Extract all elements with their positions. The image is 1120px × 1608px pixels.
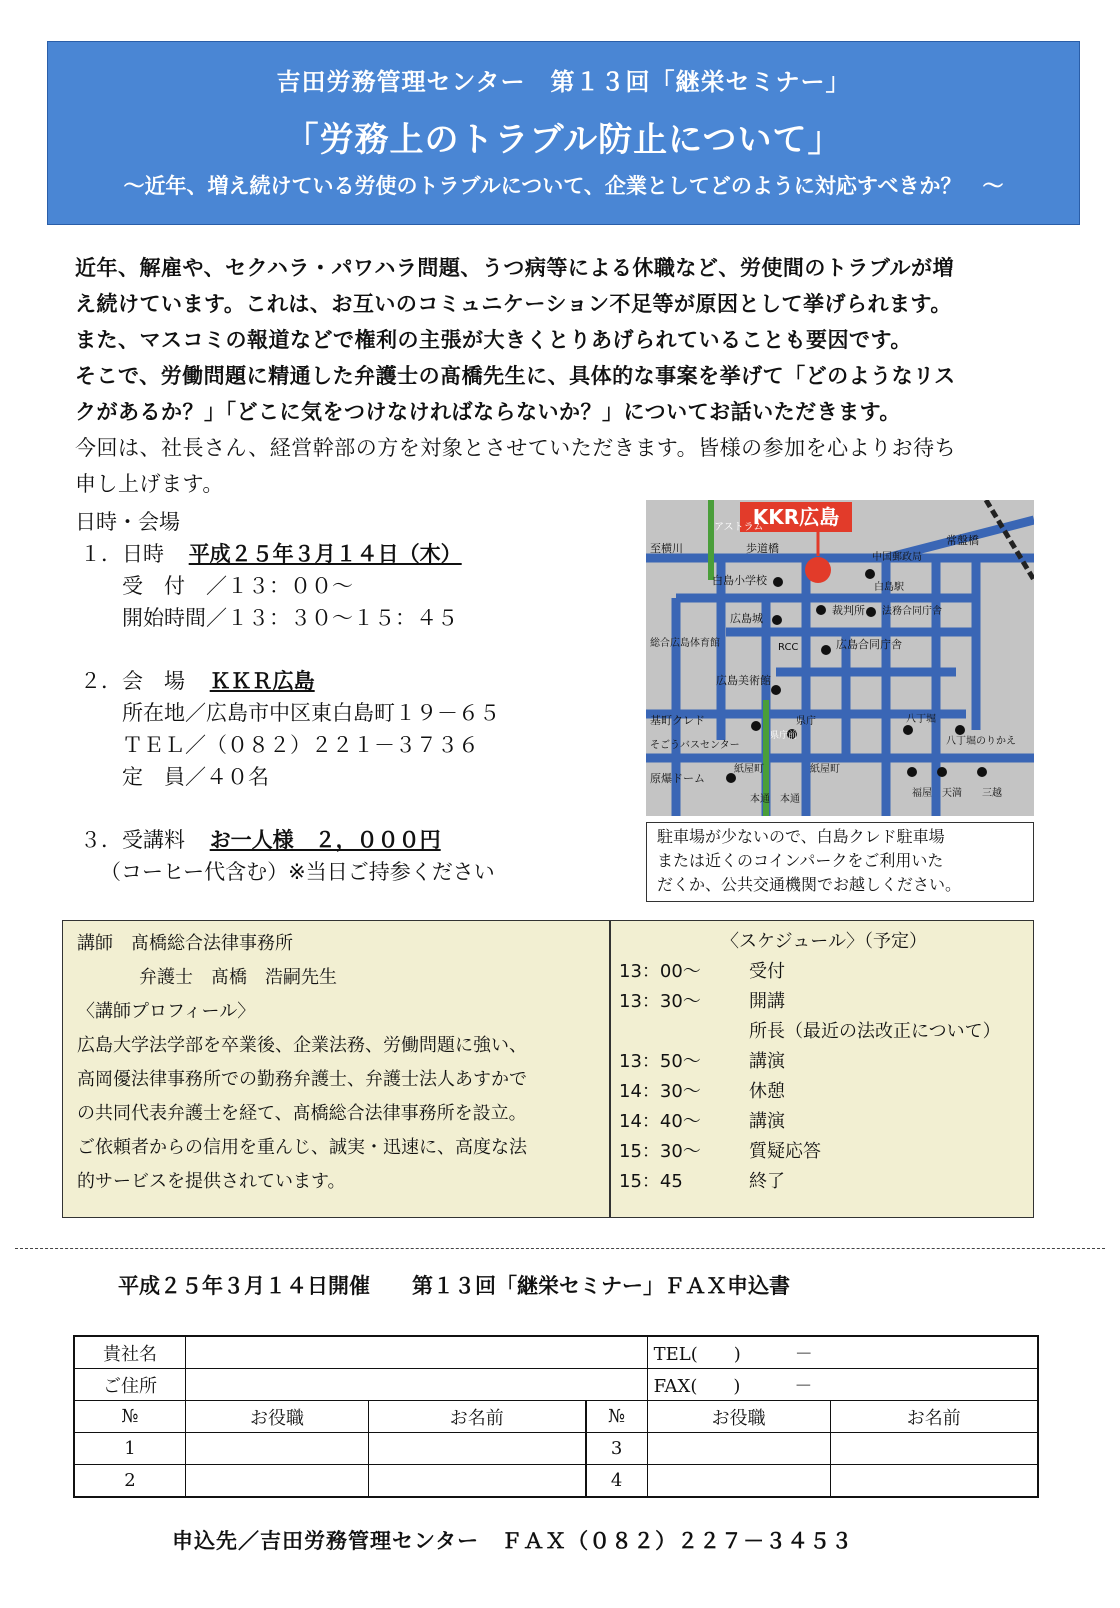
map-label: 広島城	[730, 612, 763, 625]
schedule-item: 開講	[749, 991, 785, 1012]
map-label: 基町クレド	[650, 714, 705, 727]
fax-field[interactable]: FAX( ) －	[647, 1369, 1038, 1401]
intro-line: 今回は、社長さん、経営幹部の方を対象とさせていただきます。皆様の参加を心よりお待ち	[75, 436, 957, 460]
schedule-item: 講演	[749, 1111, 785, 1132]
map-label: 広島合同庁舎	[836, 638, 902, 651]
schedule-item: 休憩	[749, 1081, 785, 1102]
lecturer-name: 弁護士 髙橋 浩嗣先生	[139, 967, 337, 988]
name-header: お名前	[369, 1401, 586, 1433]
map-label: 本通	[780, 794, 800, 805]
schedule-row	[619, 1047, 1029, 1077]
schedule-time: 14：40～	[619, 1111, 701, 1132]
row-number: 4	[586, 1465, 648, 1498]
fee-label: ３．受講料	[80, 828, 185, 852]
map-label: 広島美術館	[716, 674, 771, 687]
parking-line: 駐車場が少ないので、白島クレド駐車場	[657, 827, 945, 846]
map-label: 総合広島体育館	[650, 638, 720, 649]
lecturer-schedule-box	[62, 920, 1034, 1218]
position-field[interactable]	[186, 1433, 369, 1465]
header-title: 「労務上のトラブル防止について」	[284, 120, 843, 160]
map-label: 常盤橋	[946, 534, 979, 547]
venue-address: 所在地／広島市中区東白島町１９－６５	[122, 701, 500, 725]
map-label: 法務合同庁舎	[882, 606, 942, 617]
intro-line: そこで、労働問題に精通した弁護士の髙橋先生に、具体的な事案を挙げて「どのようなリス	[75, 364, 956, 388]
header-subtitle: ～近年、増え続けている労使のトラブルについて、企業としてどのように対応すべきか？ ～	[123, 174, 1004, 198]
schedule-item: 終了	[749, 1171, 785, 1192]
map-label: 八丁堀	[906, 714, 936, 725]
form-row-company	[74, 1336, 1038, 1369]
fee-value: お一人様 ２，０００円	[209, 828, 441, 852]
fee-note: （コーヒー代含む）※当日ご持参ください	[100, 860, 495, 884]
intro-line: また、マスコミの報道などで権利の主張が大きくとりあげられていることも要因です。	[75, 328, 912, 352]
schedule-time: 14：30～	[619, 1081, 701, 1102]
map-venue-text: KKR広島	[752, 505, 840, 529]
schedule-row	[619, 1077, 1029, 1107]
fax-application-form	[73, 1335, 1039, 1498]
position-field[interactable]	[647, 1465, 830, 1498]
name-field[interactable]	[830, 1433, 1038, 1465]
form-entry-row	[74, 1465, 1038, 1498]
map-label: 本通	[750, 794, 770, 805]
form-entry-row	[74, 1433, 1038, 1465]
row-number: 2	[74, 1465, 186, 1498]
date-value: 平成２５年３月１４日（木）	[188, 542, 462, 566]
schedule-item: 受付	[749, 961, 785, 982]
schedule-time: 13：30～	[619, 991, 701, 1012]
parking-line: または近くのコインパークをご利用いた	[657, 851, 944, 870]
map-label: 白島駅	[874, 582, 904, 593]
map-label: アストラム	[714, 522, 764, 533]
date-label: １．日時	[80, 542, 164, 566]
details-heading: 日時・会場	[75, 510, 180, 534]
lecturer-section	[77, 927, 597, 1199]
schedule-time: 13：50～	[619, 1051, 701, 1072]
map-label: 至横川	[650, 542, 683, 555]
schedule-row	[619, 1017, 1029, 1047]
form-title: 平成２５年３月１４日開催 第１３回「継栄セミナー」ＦＡＸ申込書	[118, 1274, 790, 1298]
position-header: お役職	[647, 1401, 830, 1433]
name-header: お名前	[830, 1401, 1038, 1433]
map-label: 裁判所	[832, 604, 865, 617]
schedule-time	[619, 1017, 749, 1047]
schedule-time: 13：00～	[619, 961, 701, 982]
venue-value: ＫＫＲ広島	[209, 669, 315, 693]
schedule-section	[619, 927, 1029, 1197]
form-header-row	[74, 1401, 1038, 1433]
parking-note	[646, 822, 1034, 902]
lecturer-profile-line: ご依頼者からの信用を重んじ、誠実・迅速に、高度な法	[77, 1137, 527, 1158]
position-header: お役職	[186, 1401, 369, 1433]
schedule-row	[619, 1107, 1029, 1137]
map-label: 天満	[942, 788, 962, 799]
tel-field[interactable]: TEL( ) －	[647, 1336, 1038, 1369]
lecturer-profile-line: 的サービスを提供されています。	[77, 1171, 346, 1192]
map-label: 紙屋町	[734, 764, 764, 775]
date-row	[80, 538, 462, 570]
name-field[interactable]	[369, 1433, 586, 1465]
intro-line: クがあるか？」「どこに気をつけなければならないか？」についてお話いただきます。	[75, 400, 901, 424]
map-label: 八丁堀のりかえ	[946, 736, 1016, 747]
position-field[interactable]	[647, 1433, 830, 1465]
no-header: №	[586, 1401, 648, 1433]
header-organizer: 吉田労務管理センター 第１３回「継栄セミナー」	[276, 68, 851, 96]
address-field[interactable]	[186, 1369, 648, 1401]
no-header: №	[74, 1401, 186, 1433]
map-label: 県庁	[796, 716, 816, 727]
map-label: RCC	[778, 642, 799, 653]
schedule-row	[619, 987, 1029, 1017]
box-divider	[609, 921, 611, 1217]
intro-text	[75, 250, 1065, 502]
intro-line: 近年、解雇や、セクハラ・パワハラ問題、うつ病等による休職など、労使間のトラブルが増	[75, 256, 954, 280]
header-banner	[47, 41, 1080, 225]
schedule-time: 15：30～	[619, 1141, 701, 1162]
reception-time: 受 付 ／１３：００～	[122, 574, 353, 598]
company-label: 貴社名	[74, 1336, 186, 1369]
position-field[interactable]	[186, 1465, 369, 1498]
lecturer-office: 講師 髙橋総合法律事務所	[77, 933, 293, 954]
map-label: 三越	[982, 788, 1002, 799]
schedule-heading: 〈スケジュール〉（予定）	[721, 931, 927, 952]
venue-capacity: 定 員／４０名	[122, 765, 269, 789]
start-time: 開始時間／１３：３０～１５：４５	[122, 606, 458, 630]
schedule-item: 講演	[749, 1051, 785, 1072]
map-label: 紙屋町	[810, 764, 840, 775]
schedule-row	[619, 957, 1029, 987]
schedule-row	[619, 1167, 1029, 1197]
map-label: 県庁前	[770, 731, 798, 741]
map-label: 白島小学校	[712, 574, 767, 587]
lecturer-profile-heading: 〈講師プロフィール〉	[77, 1001, 256, 1022]
company-field[interactable]	[186, 1336, 648, 1369]
form-row-address	[74, 1369, 1038, 1401]
row-number: 3	[586, 1433, 648, 1465]
name-field[interactable]	[830, 1465, 1038, 1498]
parking-line: だくか、公共交通機関でお越しください。	[657, 875, 962, 894]
map-label: 福屋	[912, 788, 932, 799]
schedule-row	[619, 1137, 1029, 1167]
lecturer-profile-line: の共同代表弁護士を経て、髙橋総合法律事務所を設立。	[77, 1103, 527, 1124]
venue-row	[80, 665, 315, 697]
map-label: そごうバスセンター	[650, 740, 740, 751]
schedule-item: 所長（最近の法改正について）	[749, 1021, 1001, 1042]
cut-line	[15, 1248, 1105, 1249]
intro-line: 申し上げます。	[75, 472, 224, 496]
address-label: ご住所	[74, 1369, 186, 1401]
map-venue-marker	[805, 557, 831, 583]
map-label: 中国郵政局	[872, 552, 922, 563]
access-map	[646, 500, 1034, 816]
lecturer-profile-line: 広島大学法学部を卒業後、企業法務、労働問題に強い、	[77, 1035, 527, 1056]
lecturer-profile-line: 高岡優法律事務所での勤務弁護士、弁護士法人あすかで	[77, 1069, 527, 1090]
map-label: 歩道橋	[746, 542, 779, 555]
schedule-time: 15：45	[619, 1171, 683, 1192]
venue-label: ２．会 場	[80, 669, 185, 693]
row-number: 1	[74, 1433, 186, 1465]
name-field[interactable]	[369, 1465, 586, 1498]
intro-line: え続けています。これは、お互いのコミュニケーション不足等が原因として挙げられます。	[75, 292, 952, 316]
schedule-item: 質疑応答	[749, 1141, 821, 1162]
application-contact: 申込先／吉田労務管理センター ＦＡＸ（０８２）２２７－３４５３	[172, 1529, 854, 1553]
map-label: 原爆ドーム	[650, 772, 705, 785]
venue-tel: ＴＥＬ／（０８２）２２１－３７３６	[122, 733, 479, 757]
fee-row	[80, 824, 441, 856]
